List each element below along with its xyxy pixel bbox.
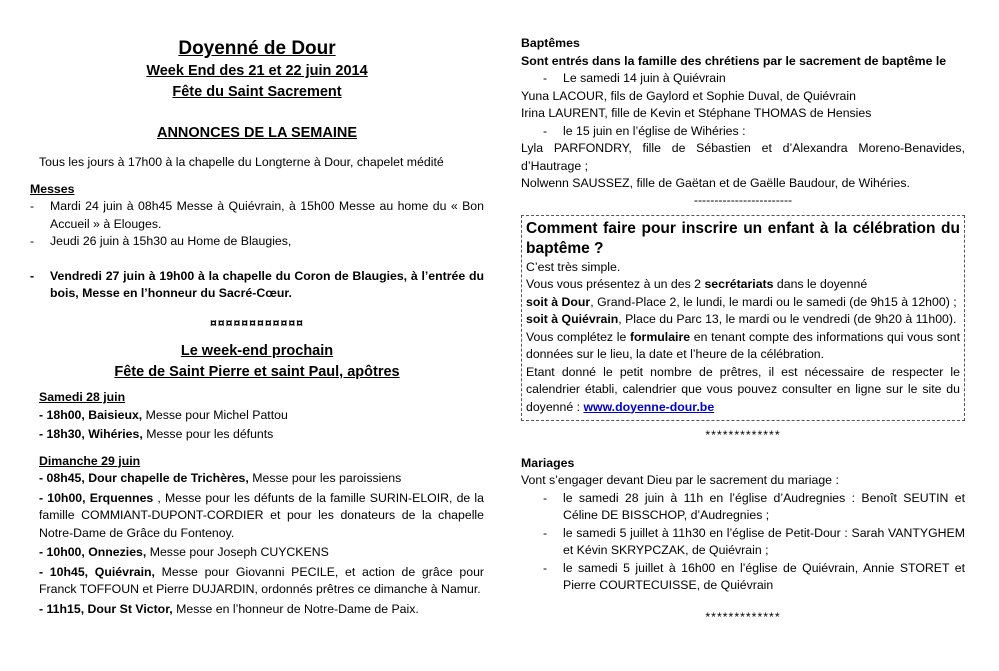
sunday-label: Dimanche 29 juin [39,453,141,468]
baptism-date: - le 15 juin en l’église de Wihéries : [521,123,965,141]
daily-note: Tous les jours à 17h00 à la chapelle du Longterne à Dour, chapelet médité [39,155,444,169]
baptism-info-box [521,215,965,422]
box-line-bold: secrétariats [704,277,774,291]
baptism-name: Yuna LACOUR, fils de Gaylord et Sophie Duval, de Quiévrain [521,88,856,103]
marriage-item: - le samedi 5 juillet à 16h00 en l’église de Quiévrain, Annie STORET et Pierre COURTECUISSE, de Quiévrain [521,560,965,595]
baptism-name: Nolwenn SAUSSEZ, fille de Gaëtan et de Gaëlle Baudour, de Wihéries. [521,176,910,190]
schedule-place: - 18h30, Wihéries, [39,427,143,441]
baptism-date-text: le 15 juin en l’église de Wihéries : [563,123,746,138]
box-line [526,276,960,294]
schedule-item [30,470,484,488]
schedule-text: Messe pour Giovanni PECILE, et action de grâce pour Franck TOFFOUN et Pierre DUJARDIN, ordonnés prêtres ce dimanche à Namur. [39,564,485,596]
marriages-heading: Mariages [521,455,575,470]
box-form-post: en tenant compte des informations qui vous sont données sur le lieu, la date et l’heure de la célébration. [526,329,960,361]
schedule-item [30,544,484,562]
schedule-place: - 10h00, Erquennes [39,490,154,505]
baptisms-heading: Baptêmes [521,36,580,50]
marriage-item: - le samedi 28 juin à 11h en l’église d’Audregnies : Benoît SEUTIN et Céline DE BISSCHOP, d’Audregnies ; [521,490,965,525]
dash-separator: ------------------------ [693,192,793,207]
box-form-pre: Vous complétez le [526,329,630,344]
schedule-item [30,490,484,543]
next-feast-title: Fête de Saint Pierre et saint Paul, apôtres [114,364,400,380]
schedule-text: Messe pour Joseph CUYCKENS [146,545,329,559]
box-form-bold: formulaire [629,329,691,344]
schedule-item [30,601,484,619]
schedule-text: , Messe pour les défunts de la famille SURIN-ELOIR, de la famille COMMIANT-DUPONT-CORDIER et pour les donateurs de la chapelle Notre-Dame de Grâce du Fontenoy. [39,490,484,540]
right-column [521,35,965,626]
marriage-item-text: le samedi 28 juin à 11h en l’église d’Audregnies : Benoît SEUTIN et Céline DE BISSCHOP, d’Audregnies ; [563,490,965,522]
box-quievrain [526,311,960,329]
schedule-place: - 18h00, Baisieux, [39,407,143,422]
website-link[interactable]: www.doyenne-dour.be [583,399,715,414]
marriage-item-text: le samedi 5 juillet à 11h30 en l’église de Petit-Dour : Sarah VANTYGHEM et Kévin SKRYPCZAK, de Quiévrain ; [563,525,965,557]
mass-item-text: Vendredi 27 juin à 19h00 à la chapelle du Coron de Blaugies, à l’entrée du bois, Messe en l’honneur du Sacré-Cœur. [50,268,484,300]
mass-item-bold: - Vendredi 27 juin à 19h00 à la chapelle du Coron de Blaugies, à l’entrée du bois, Messe en l’honneur du Sacré-Cœur. [30,268,484,303]
baptism-name: Irina LAURENT, fille de Kevin et Stéphane THOMAS de Hensies [521,106,872,120]
weekend-date: Week End des 21 et 22 juin 2014 [146,63,368,79]
box-dour [526,294,960,312]
box-line-post: dans le doyenné [773,277,868,291]
marriage-item: - le samedi 5 juillet à 11h30 en l’église de Petit-Dour : Sarah VANTYGHEM et Kévin SKRYPCZAK, de Quiévrain ; [521,525,965,560]
baptism-name: Lyla PARFONDRY, fille de Sébastien et d’Alexandra Moreno-Benavides, d’Hautrage ; [521,141,965,173]
mass-item: - Mardi 24 juin à 08h45 Messe à Quiévrain, à 15h00 Messe au home du « Bon Accueil » à Elouges. [30,198,484,233]
mass-item: - Jeudi 26 juin à 15h30 au Home de Blaugies, [30,233,484,251]
box-line-pre: Vous vous présentez à un des 2 [526,277,705,291]
saturday-label: Samedi 28 juin [39,390,126,404]
box-priests-text: Etant donné le petit nombre de prêtres, il est nécessaire de respecter le calendrier établi, calendrier que vous pouvez consulter en ligne sur le site du doyenné : [526,364,960,414]
announcements-heading: ANNONCES DE LA SEMAINE [156,125,358,141]
schedule-item [30,564,484,599]
schedule-item [30,426,484,444]
masses-label: Messes [30,181,75,196]
box-dour-text: , Grand-Place 2, le lundi, le mardi ou le samedi (de 9h15 à 12h00) ; [590,294,957,309]
page-title: Doyenné de Dour [178,38,336,59]
mass-item-text: Mardi 24 juin à 08h45 Messe à Quiévrain, à 15h00 Messe au home du « Bon Accueil » à Elouges. [50,199,484,231]
baptism-date-text: Le samedi 14 juin à Quiévrain [563,71,726,85]
box-priests [526,364,960,417]
box-dour-bold: soit à Dour [526,294,591,309]
schedule-place: - 10h00, Onnezies, [39,545,147,559]
box-form [526,329,960,364]
marriages-intro: Vont s’engager devant Dieu par le sacrement du mariage : [521,473,839,487]
stars-separator: ************* [705,428,781,442]
separator: ¤¤¤¤¤¤¤¤¤¤¤¤ [209,315,305,330]
schedule-text: Messe pour les paroissiens [248,471,402,485]
schedule-text: Messe pour les défunts [142,427,274,441]
box-quievrain-bold: soit à Quiévrain [526,312,619,326]
feast-title: Fête du Saint Sacrement [172,84,342,100]
left-column [30,0,484,618]
box-simple: C’est très simple. [526,259,621,274]
schedule-item [30,407,484,425]
box-quievrain-text: , Place du Parc 13, le mardi ou le vendredi (de 9h20 à 11h00). [618,312,957,326]
schedule-text: Messe en l’honneur de Notre-Dame de Paix. [172,601,419,616]
next-weekend-heading: Le week-end prochain [180,343,334,359]
schedule-place: - 11h15, Dour St Victor, [39,601,173,616]
schedule-place: - 10h45, Quiévrain, [39,564,155,579]
mass-item-text: Jeudi 26 juin à 15h30 au Home de Blaugies, [50,234,292,248]
baptism-date: - Le samedi 14 juin à Quiévrain [521,70,965,88]
schedule-text: Messe pour Michel Pattou [142,407,288,422]
box-title: Comment faire pour inscrire un enfant à la célébration du baptême ? [526,219,960,257]
schedule-place: - 08h45, Dour chapelle de Trichères, [39,471,249,485]
stars-separator-bottom: ************* [705,609,781,624]
baptisms-intro: Sont entrés dans la famille des chrétiens par le sacrement de baptême le [521,53,947,68]
marriage-item-text: le samedi 5 juillet à 16h00 en l’église de Quiévrain, Annie STORET et Pierre COURTECUISSE, de Quiévrain [563,560,965,592]
